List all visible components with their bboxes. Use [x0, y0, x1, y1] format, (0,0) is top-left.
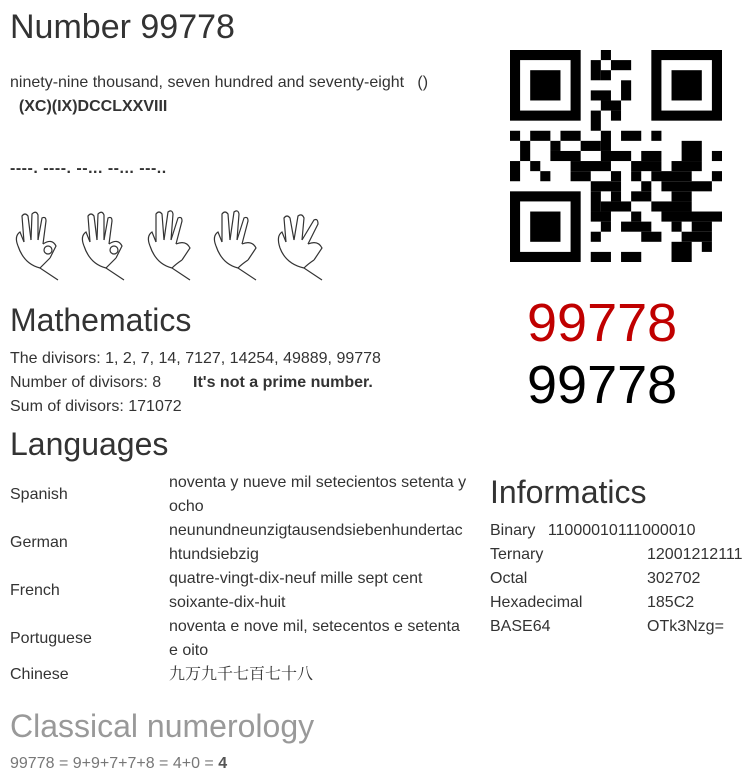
- info-label: Ternary: [490, 546, 544, 563]
- number-display-red: 99778: [527, 293, 678, 353]
- hand-sign-7-icon: [142, 206, 202, 282]
- morse-code: ----. ----. --... --... ---..: [10, 160, 167, 177]
- numerology-expression: 99778 = 9+9+7+7+8 = 4+0 =: [10, 755, 219, 772]
- divisor-count: Number of divisors: 8: [10, 374, 162, 391]
- language-row-spanish: [10, 471, 470, 519]
- number-display-black: 99778: [527, 355, 678, 415]
- words-text: ninety-nine thousand, seven hundred and seventy-eight: [10, 74, 405, 91]
- qr-code-icon: [510, 50, 722, 262]
- language-row-french: [10, 567, 470, 615]
- language-value: noventa y nueve mil setecientos setenta y ocho: [169, 474, 467, 515]
- hand-sign-7-icon: [208, 206, 268, 282]
- hand-signs: [10, 206, 340, 284]
- numerology-heading: Classical numerology: [10, 708, 315, 744]
- info-value: 12001212111: [647, 546, 743, 563]
- words-parens: (): [417, 74, 429, 91]
- language-name: French: [10, 582, 60, 599]
- number-in-words: [10, 71, 470, 119]
- divisors-list: The divisors: 1, 2, 7, 14, 7127, 14254, 49889, 99778: [10, 350, 381, 367]
- language-row-portuguese: [10, 615, 470, 663]
- hand-sign-8-icon: [274, 206, 334, 282]
- info-label: BASE64: [490, 618, 551, 635]
- language-value: 九万九千七百七十八: [169, 666, 314, 683]
- divisor-sum: Sum of divisors: 171072: [10, 398, 182, 415]
- info-row-binary: [490, 522, 750, 540]
- language-name: Portuguese: [10, 630, 92, 647]
- info-value: OTk3Nzg=: [647, 618, 724, 635]
- info-label: Octal: [490, 570, 528, 587]
- language-row-german: [10, 519, 470, 567]
- info-label: Hexadecimal: [490, 594, 583, 611]
- prime-status: It's not a prime number.: [193, 374, 373, 391]
- info-value: 302702: [647, 570, 701, 587]
- language-name: Spanish: [10, 486, 68, 503]
- info-row-octal: [490, 570, 750, 588]
- info-row-ternary: [490, 546, 750, 564]
- informatics-heading: Informatics: [490, 474, 647, 510]
- info-value: 11000010111000010: [547, 522, 696, 539]
- language-value: neunundneunzigtausendsiebenhundertachtundsiebzig: [169, 522, 463, 563]
- language-value: quatre-vingt-dix-neuf mille sept cent soixante-dix-huit: [169, 570, 423, 611]
- language-name: Chinese: [10, 666, 69, 683]
- numerology-result: 4: [218, 755, 228, 772]
- info-value: 185C2: [647, 594, 695, 611]
- language-name: German: [10, 534, 68, 551]
- language-row-chinese: [10, 663, 470, 687]
- numerology-formula: [10, 755, 227, 773]
- page-title: Number 99778: [10, 8, 235, 46]
- roman-numeral: (XC)(IX)DCCLXXVIII: [18, 98, 168, 115]
- hand-sign-9-icon: [10, 206, 70, 282]
- info-label: Binary: [490, 522, 536, 539]
- info-row-base64: [490, 618, 750, 636]
- info-row-hexadecimal: [490, 594, 750, 612]
- hand-sign-9-icon: [76, 206, 136, 282]
- languages-heading: Languages: [10, 426, 169, 462]
- mathematics-heading: Mathematics: [10, 302, 192, 338]
- language-value: noventa e nove mil, setecentos e setenta e oito: [169, 618, 460, 659]
